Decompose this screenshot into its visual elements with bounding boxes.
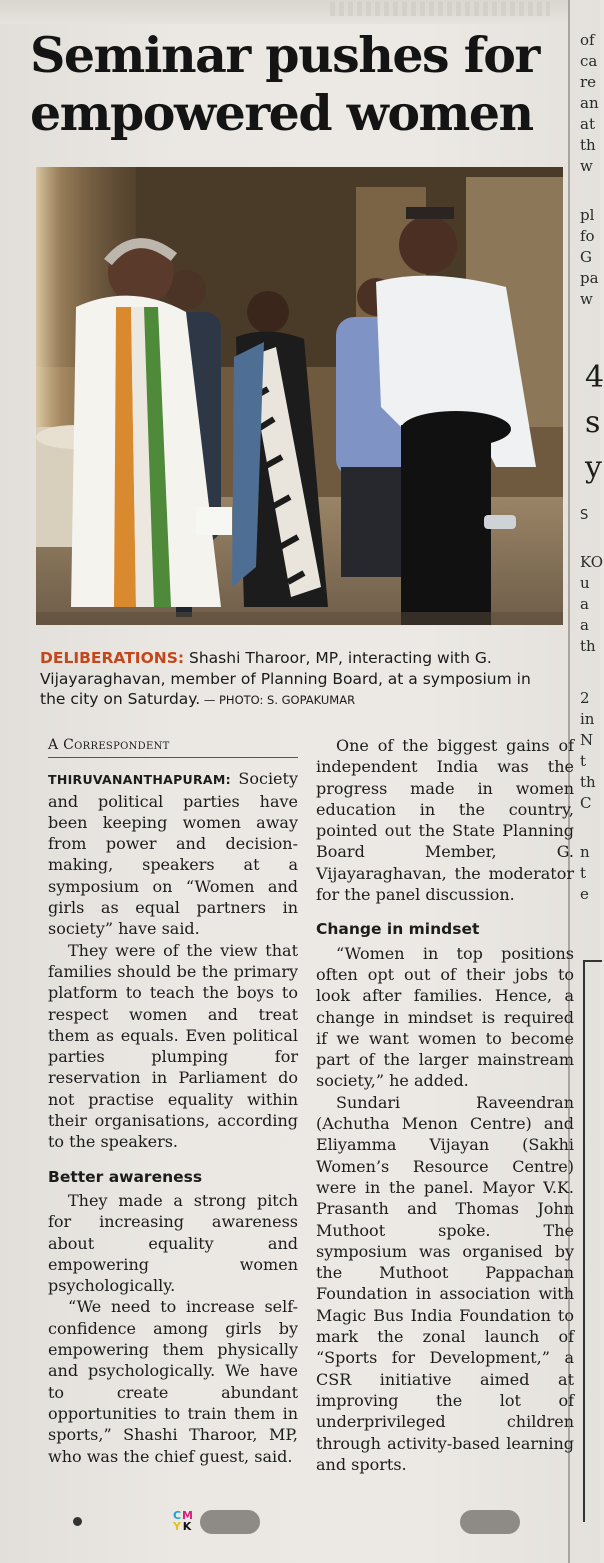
- headline: Seminar pushes for empowered women: [30, 26, 539, 142]
- adjacent-line: pa: [580, 269, 599, 287]
- adjacent-line: G: [580, 248, 592, 266]
- print-register-oval: [460, 1510, 520, 1534]
- adjacent-line: pl: [580, 206, 595, 224]
- article-column-right: [316, 735, 574, 1475]
- print-register-oval: [200, 1510, 260, 1534]
- paragraph-5: One of the biggest gains of independent India was the progress made in women education in the country, pointed out the State Planning Board Member, G. Vijayaraghavan, the moderator for the panel discussion.: [316, 736, 574, 905]
- adjacent-line: u: [580, 574, 590, 592]
- adjacent-line: t: [580, 864, 587, 882]
- adjacent-line: re: [580, 73, 597, 91]
- adjacent-line: th: [580, 136, 596, 154]
- previous-article-strip: [0, 0, 568, 24]
- adjacent-line: w: [580, 290, 593, 308]
- lead-text: Society and political parties have been keeping women away from power and decision-making, speakers at a symposium on “Women and girls as equal partners in society” have said.: [48, 769, 298, 939]
- adjacent-line: in: [580, 710, 595, 728]
- faded-text-strip: [330, 2, 550, 16]
- paragraph-3: They made a strong pitch for increasing awareness about equality and empowering women psychologically.: [48, 1190, 298, 1296]
- adjacent-line: of: [580, 31, 595, 49]
- adjacent-line: th: [580, 773, 596, 791]
- caption-tag: DELIBERATIONS:: [40, 649, 185, 667]
- adjacent-line: e: [580, 885, 589, 903]
- registration-mark: [73, 1517, 82, 1526]
- adjacent-line: w: [580, 157, 593, 175]
- adjacent-line: C: [580, 794, 592, 812]
- photo-caption: [40, 648, 555, 711]
- adjacent-line: a: [580, 595, 589, 613]
- dateline: THIRUVANANTHAPURAM:: [48, 772, 231, 788]
- adjacent-line: N: [580, 731, 594, 749]
- paragraph-7: Sundari Raveendran (Achutha Menon Centre) and Eliyamma Vijayan (Sakhi Women’s Resource Centre) were in the panel. Mayor V.K. Prasanth and Thomas John Muthoot spoke. The symposium was organised by the Muthoot Pappachan Foundation in association with Magic Bus India Foundation to mark the zonal launch of “Sports for Development,” a CSR initiative aimed at improving the lot of underprivileged children through activity-based learning and sports.: [316, 1092, 574, 1474]
- paragraph-2: They were of the view that families should be the primary platform to teach the boys to respect women and treat them as equals. Even political parties plumping for reservation in Parliament do not practise equality within their organisations, according to the speakers.: [48, 940, 298, 1152]
- cmyk-y: Y: [173, 1520, 181, 1533]
- adjacent-line: an: [580, 94, 599, 112]
- adjacent-line: th: [580, 637, 596, 655]
- adjacent-line: a: [580, 616, 589, 634]
- adjacent-line: 2: [580, 689, 590, 707]
- adjacent-line: at: [580, 115, 595, 133]
- adjacent-headline-char: s: [585, 405, 601, 440]
- paragraph-4: “We need to increase self-confidence among girls by empowering them physically and psychologically. We have to create abundant opportunities to train them in sports,” Shashi Tharoor, MP, who was the chief guest, said.: [48, 1297, 298, 1466]
- photo-illustration: [36, 167, 563, 625]
- adjacent-headline-char: 4: [585, 360, 604, 395]
- adjacent-line: n: [580, 843, 590, 861]
- adjacent-line: fo: [580, 227, 595, 245]
- cmyk-c: C: [172, 1509, 182, 1522]
- lead-paragraph: [48, 768, 298, 939]
- adjacent-line: t: [580, 752, 587, 770]
- adjacent-headline-char: y: [585, 450, 602, 485]
- cmyk-m: M: [182, 1509, 193, 1522]
- adjacent-box-border: [583, 960, 602, 1522]
- article-column-left: [48, 735, 298, 1467]
- paragraph-6: “Women in top positions often opt out of their jobs to look after families. Hence, a change in mindset is required if we want women to become part of the larger mainstream society,” he added.: [316, 943, 574, 1091]
- adjacent-small-heading: S: [580, 508, 589, 523]
- adjacent-line: ca: [580, 52, 598, 70]
- subhead-better-awareness: Better awareness: [48, 1167, 203, 1186]
- byline: A Correspondent: [48, 737, 170, 753]
- photo-credit: — PHOTO: S. GOPAKUMAR: [200, 693, 356, 707]
- subhead-change-in-mindset: Change in mindset: [316, 920, 480, 939]
- caption-text: Shashi Tharoor, MP, interacting with G. Vijayaraghavan, member of Planning Board, at a symposium in the city on Saturday.: [40, 649, 531, 708]
- article-photo: [36, 167, 563, 625]
- cmyk-marks: [172, 1510, 192, 1532]
- cmyk-k: K: [182, 1520, 192, 1533]
- adjacent-line: KO: [580, 553, 604, 571]
